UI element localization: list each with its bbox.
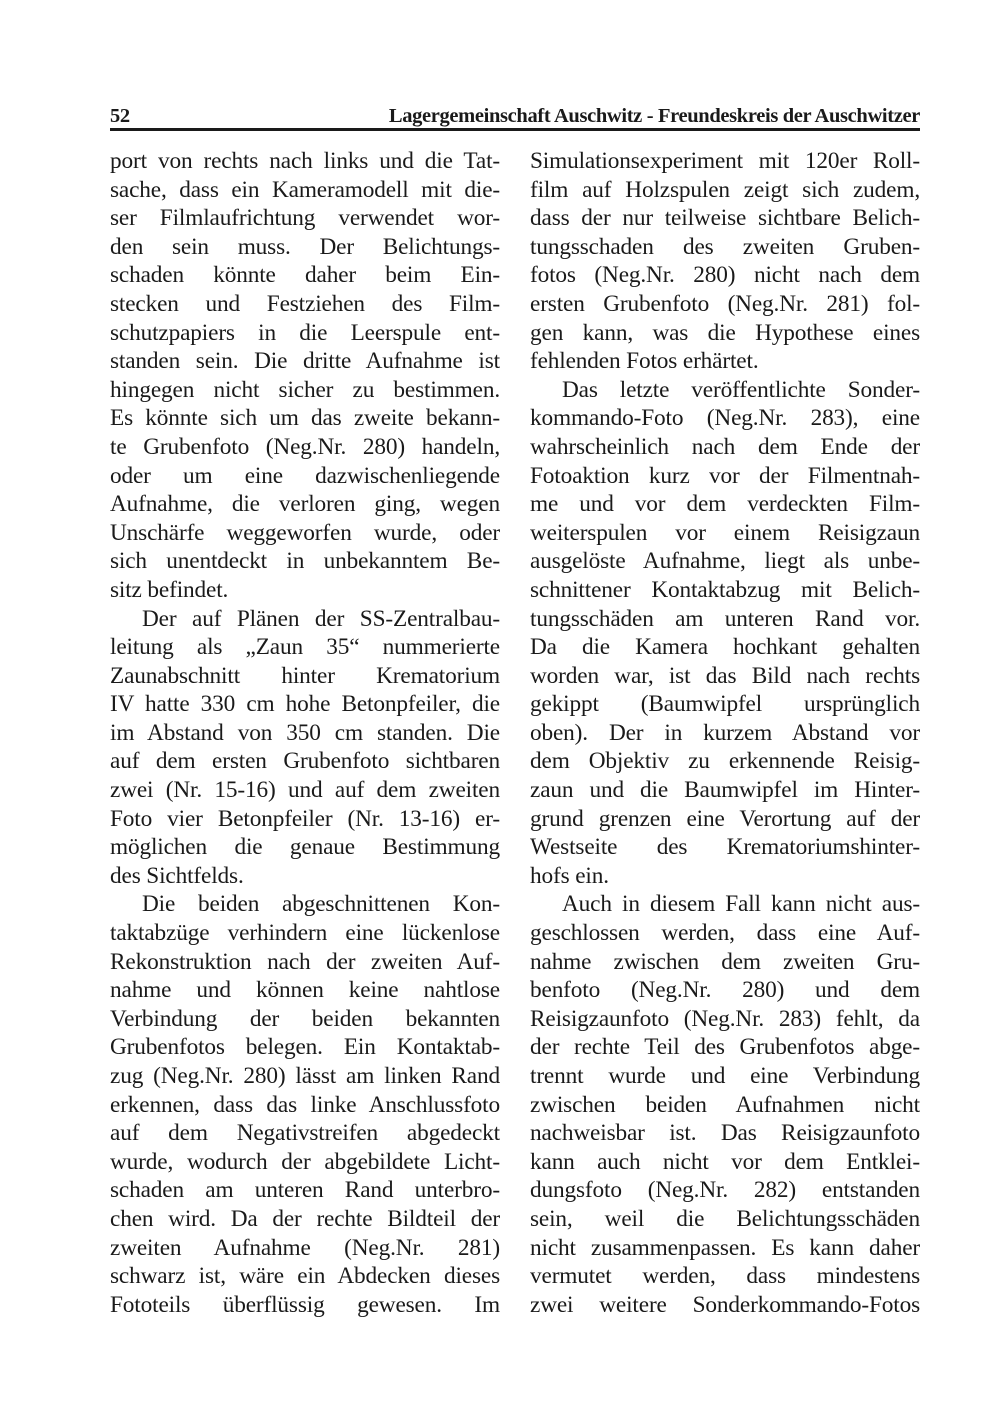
- text-line: zug (Neg.Nr. 280) lässt am linken Rand: [110, 1063, 500, 1089]
- text-line: sich unentdeckt in unbekanntem Be-: [110, 548, 500, 575]
- text-column-left: [110, 147, 500, 1319]
- paragraph-first-line: Der auf Plänen der SS-Zentralbau-: [142, 605, 500, 632]
- text-line: sein, weil die Belichtungsschäden: [530, 1205, 920, 1232]
- text-line: Zaunabschnitt hinter Krematorium: [110, 662, 500, 689]
- text-line: Fototeils überflüssig gewesen. Im: [110, 1291, 500, 1318]
- paragraph-first-line: Die beiden abgeschnittenen Kon-: [142, 891, 500, 918]
- text-line: ser Filmlaufrichtung verwendet wor-: [110, 205, 500, 232]
- text-line: film auf Holzspulen zeigt sich zudem,: [530, 176, 920, 203]
- text-line: kommando-Foto (Neg.Nr. 283), eine: [530, 405, 920, 432]
- text-line: der rechte Teil des Grubenfotos abge-: [530, 1034, 920, 1061]
- text-line: tungsschäden am unteren Rand vor.: [530, 605, 920, 632]
- text-line: dem Objektiv zu erkennende Reisig-: [530, 748, 920, 775]
- text-line: nachweisbar ist. Das Reisigzaunfoto: [530, 1120, 920, 1147]
- text-line: kann auch nicht vor dem Entklei-: [530, 1148, 920, 1175]
- text-line: benfoto (Neg.Nr. 280) und dem: [530, 977, 920, 1004]
- text-line: weiterspulen vor einem Reisigzaun: [530, 519, 920, 546]
- text-line: grund grenzen eine Verortung auf der: [530, 805, 920, 832]
- text-line: taktabzüge verhindern eine lückenlose: [110, 920, 500, 947]
- text-line: vermutet werden, dass mindestens: [530, 1263, 920, 1290]
- text-line: Rekonstruktion nach der zweiten Auf-: [110, 948, 500, 975]
- text-line: hingegen nicht sicher zu bestimmen.: [110, 376, 500, 403]
- text-line: Unschärfe weggeworfen wurde, oder: [110, 519, 500, 546]
- text-line: oben). Der in kurzem Abstand vor: [530, 719, 920, 746]
- header-rule: [110, 128, 920, 131]
- text-line: wahrscheinlich nach dem Ende der: [530, 433, 920, 460]
- text-line: dungsfoto (Neg.Nr. 282) entstanden: [530, 1177, 920, 1204]
- text-line: schaden am unteren Rand unterbro-: [110, 1177, 500, 1204]
- text-line: standen sein. Die dritte Aufnahme ist: [110, 348, 500, 375]
- text-line: te Grubenfoto (Neg.Nr. 280) handeln,: [110, 433, 500, 460]
- text-line: hofs ein.: [530, 862, 609, 889]
- text-line: Verbindung der beiden bekannten: [110, 1005, 500, 1032]
- text-line: erkennen, dass das linke Anschlussfoto: [110, 1091, 500, 1118]
- text-line: möglichen die genaue Bestimmung: [110, 834, 500, 861]
- text-line: Es könnte sich um das zweite bekann-: [110, 405, 500, 432]
- text-line: zweiten Aufnahme (Neg.Nr. 281): [110, 1234, 500, 1261]
- text-line: Da die Kamera hochkant gehalten: [530, 634, 920, 661]
- text-line: schwarz ist, wäre ein Abdecken dieses: [110, 1263, 500, 1290]
- text-line: oder um eine dazwischenliegende: [110, 462, 500, 489]
- text-line: Grubenfotos belegen. Ein Kontaktab-: [110, 1034, 500, 1061]
- text-line: zaun und die Baumwipfel im Hinter-: [530, 777, 920, 804]
- text-line: zwei weitere Sonderkommando-Fotos: [530, 1291, 920, 1318]
- text-line: zwei (Nr. 15-16) und auf dem zweiten: [110, 777, 500, 804]
- text-line: nahme und können keine nahtlose: [110, 977, 500, 1004]
- page-number: 52: [110, 105, 130, 127]
- text-line: trennt wurde und eine Verbindung: [530, 1063, 920, 1089]
- text-line: geschlossen werden, dass eine Auf-: [530, 920, 920, 947]
- text-line: IV hatte 330 cm hohe Betonpfeiler, die: [110, 691, 500, 718]
- running-header: [110, 98, 920, 128]
- running-title: Lagergemeinschaft Auschwitz - Freundeskreis der Auschwitzer: [388, 105, 920, 127]
- text-line: ausgelöste Aufnahme, liegt als unbe-: [530, 548, 920, 575]
- text-line: stecken und Festziehen des Film-: [110, 290, 500, 317]
- text-line: worden war, ist das Bild nach rechts: [530, 662, 920, 689]
- text-line: leitung als „Zaun 35“ nummerierte: [110, 634, 500, 661]
- text-line: gen kann, was die Hypothese eines: [530, 319, 920, 346]
- paragraph-first-line: Auch in diesem Fall kann nicht aus-: [562, 891, 920, 918]
- text-line: gekippt (Baumwipfel ursprünglich: [530, 691, 920, 718]
- text-line: port von rechts nach links und die Tat-: [110, 148, 500, 174]
- text-line: wurde, wodurch der abgebildete Licht-: [110, 1148, 500, 1175]
- text-line: fotos (Neg.Nr. 280) nicht nach dem: [530, 262, 920, 289]
- text-line: auf dem Negativstreifen abgedeckt: [110, 1120, 500, 1147]
- text-line: nicht zusammenpassen. Es kann daher: [530, 1234, 920, 1261]
- text-line: sitz befindet.: [110, 576, 229, 603]
- text-line: nahme zwischen dem zweiten Gru-: [530, 948, 920, 975]
- text-line: Simulationsexperiment mit 120er Roll-: [530, 148, 920, 174]
- text-line: auf dem ersten Grubenfoto sichtbaren: [110, 748, 500, 775]
- paragraph-first-line: Das letzte veröffentlichte Sonder-: [562, 376, 920, 403]
- text-line: tungsschaden des zweiten Gruben-: [530, 233, 920, 260]
- text-line: im Abstand von 350 cm standen. Die: [110, 719, 500, 746]
- text-column-right: [530, 147, 920, 1319]
- text-line: ersten Grubenfoto (Neg.Nr. 281) fol-: [530, 290, 920, 317]
- text-line: schnittener Kontaktabzug mit Belich-: [530, 576, 920, 603]
- text-line: Fotoaktion kurz vor der Filmentnah-: [530, 462, 920, 489]
- text-line: sache, dass ein Kameramodell mit die-: [110, 176, 500, 203]
- text-line: Aufnahme, die verloren ging, wegen: [110, 491, 500, 518]
- text-line: Foto vier Betonpfeiler (Nr. 13-16) er-: [110, 805, 500, 832]
- text-line: dass der nur teilweise sichtbare Belich-: [530, 205, 920, 232]
- text-line: schaden könnte daher beim Ein-: [110, 262, 500, 289]
- text-line: chen wird. Da der rechte Bildteil der: [110, 1205, 500, 1232]
- text-line: des Sichtfelds.: [110, 862, 244, 889]
- text-line: zwischen beiden Aufnahmen nicht: [530, 1091, 920, 1118]
- text-line: den sein muss. Der Belichtungs-: [110, 233, 500, 260]
- text-line: Reisigzaunfoto (Neg.Nr. 283) fehlt, da: [530, 1005, 920, 1032]
- text-line: fehlenden Fotos erhärtet.: [530, 348, 759, 375]
- text-line: schutzpapiers in die Leerspule ent-: [110, 319, 500, 346]
- text-line: me und vor dem verdeckten Film-: [530, 491, 920, 518]
- text-line: Westseite des Krematoriumshinter-: [530, 834, 920, 861]
